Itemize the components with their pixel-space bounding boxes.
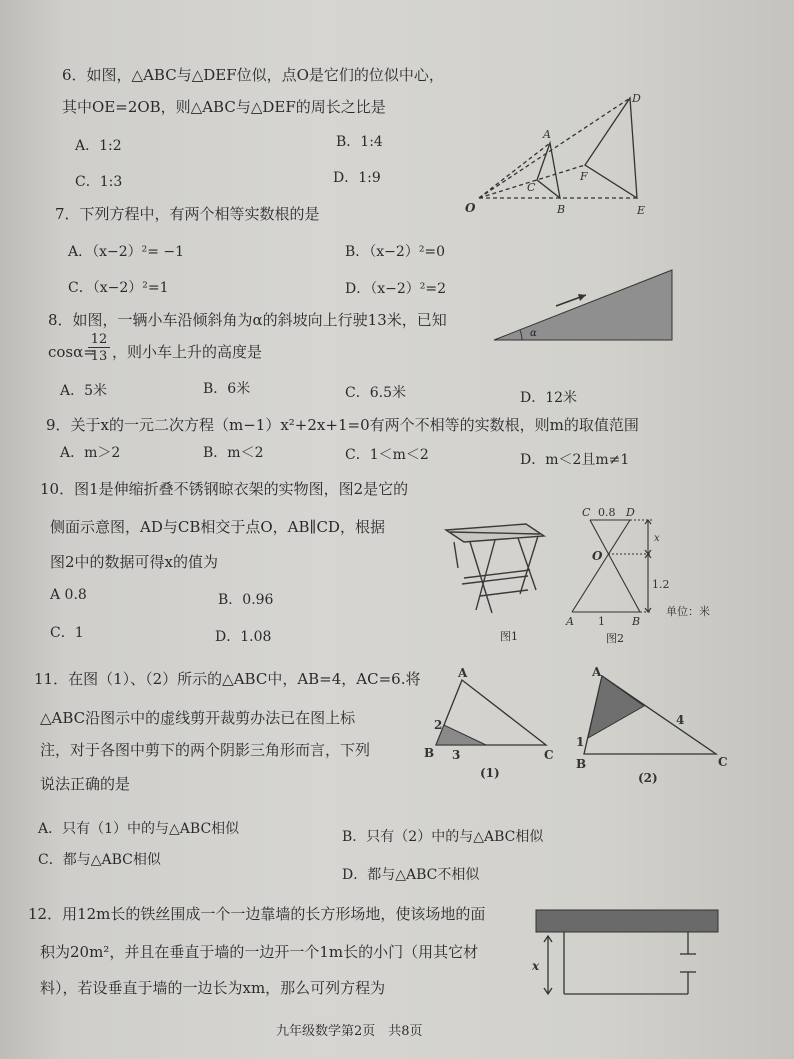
q6-stem-line1: 6．如图，△ABC与△DEF位似，点O是它们的位似中心， bbox=[62, 66, 444, 84]
q8-option-a: A．5米 bbox=[60, 383, 108, 399]
q11-fig1-caption: (1) bbox=[480, 766, 500, 780]
q10-stem-line2: 侧面示意图，AD与CB相交于点O，AB∥CD，根据 bbox=[50, 518, 385, 536]
q7-option-c: C．（x−2）²=1 bbox=[68, 280, 169, 296]
q10-figure2-caption: 图2 bbox=[606, 632, 624, 645]
q6-stem-line2: 其中OE=2OB，则△ABC与△DEF的周长之比是 bbox=[62, 98, 386, 116]
q7-stem: 7．下列方程中，有两个相等实数根的是 bbox=[55, 205, 320, 223]
q10-option-b: B．0.96 bbox=[218, 592, 274, 608]
q8-stem-line1: 8．如图，一辆小车沿倾斜角为α的斜坡向上行驶13米，已知 bbox=[48, 311, 447, 329]
q10-option-c: C．1 bbox=[50, 625, 84, 641]
q6-label-o: O bbox=[465, 201, 476, 215]
q8-cos-prefix: cosα= bbox=[48, 343, 96, 361]
q11-fig2-label-c: C bbox=[718, 755, 728, 769]
q10-label-b: B bbox=[632, 615, 641, 628]
q9-stem: 9．关于x的一元二次方程（m−1）x²+2x+1=0有两个不相等的实数根，则m的取值范围 bbox=[46, 416, 639, 434]
q7-option-d: D．（x−2）²=2 bbox=[345, 281, 447, 297]
q12-stem-line3: 料），若设垂直于墙的一边长为xm，那么可列方程为 bbox=[40, 979, 386, 997]
q6-label-e: E bbox=[637, 204, 646, 217]
q10-side-view-diagram bbox=[560, 500, 730, 628]
q12-x-label: x bbox=[532, 959, 540, 973]
q11-stem-line4: 说法正确的是 bbox=[40, 775, 131, 793]
q6-label-b: B bbox=[557, 203, 566, 216]
q8-option-b: B．6米 bbox=[203, 381, 251, 397]
q10-clothes-rack-photo bbox=[440, 518, 550, 624]
q11-figure2-triangle bbox=[572, 662, 732, 788]
q10-label-o: O bbox=[592, 549, 603, 563]
q6-label-a: A bbox=[543, 128, 551, 141]
q11-fig1-label-b: B bbox=[424, 746, 435, 760]
q9-option-b: B．m＜2 bbox=[203, 445, 264, 461]
q12-stem-line2: 积为20m²，并且在垂直于墙的一边开一个1m长的小门（用其它材 bbox=[40, 943, 479, 961]
q8-fraction-denominator: 13 bbox=[90, 349, 108, 364]
q10-label-top-length: 0.8 bbox=[598, 506, 616, 519]
q6-label-c: C bbox=[527, 181, 536, 194]
q6-option-a: A．1:2 bbox=[75, 138, 122, 154]
q8-fraction-numerator: 12 bbox=[88, 333, 110, 348]
q10-label-x: x bbox=[654, 533, 660, 544]
q10-label-height: 1.2 bbox=[652, 578, 670, 591]
q11-fig2-label-b: B bbox=[576, 757, 587, 771]
q11-fig1-label-c: C bbox=[544, 748, 554, 762]
q10-label-a: A bbox=[566, 615, 574, 628]
q10-stem-line3: 图2中的数据可得x的值为 bbox=[50, 553, 219, 571]
q6-option-b: B．1:4 bbox=[336, 134, 383, 150]
q8-alpha-label: α bbox=[530, 328, 537, 339]
q11-option-a: A．只有（1）中的与△ABC相似 bbox=[38, 821, 240, 837]
q7-option-b: B．（x−2）²=0 bbox=[345, 244, 446, 260]
q10-label-c: C bbox=[582, 506, 591, 519]
q8-slope-figure bbox=[490, 266, 680, 348]
q10-option-a: A 0.8 bbox=[50, 587, 87, 603]
page-footer: 九年级数学第2页 共8页 bbox=[276, 1024, 423, 1039]
q6-option-c: C．1:3 bbox=[75, 174, 123, 190]
q11-stem-line3: 注，对于各图中剪下的两个阴影三角形而言，下列 bbox=[40, 741, 371, 759]
q11-fig2-label-1: 1 bbox=[576, 735, 585, 749]
q8-option-d: D．12米 bbox=[520, 390, 578, 406]
q11-fig2-label-4: 4 bbox=[676, 713, 685, 727]
q8-stem-line2: ，则小车上升的高度是 bbox=[112, 343, 263, 361]
q6-label-f: F bbox=[580, 170, 588, 183]
q11-fig2-caption: (2) bbox=[638, 771, 658, 785]
q11-fig1-label-2: 2 bbox=[434, 718, 443, 732]
q8-option-c: C．6.5米 bbox=[345, 385, 406, 401]
q11-option-b: B．只有（2）中的与△ABC相似 bbox=[342, 829, 544, 845]
q10-label-bottom-length: 1 bbox=[598, 615, 605, 628]
q12-stem-line1: 12．用12m长的铁丝围成一个一边靠墙的长方形场地，使该场地的面 bbox=[28, 905, 486, 923]
q9-option-d: D．m＜2且m≠1 bbox=[520, 452, 630, 468]
q11-stem-line2: △ABC沿图示中的虚线剪开裁剪办法已在图上标 bbox=[40, 709, 356, 727]
q9-option-a: A．m＞2 bbox=[60, 445, 121, 461]
q9-option-c: C．1＜m＜2 bbox=[345, 447, 429, 463]
q11-fig2-label-a: A bbox=[592, 665, 602, 679]
q6-option-d: D．1:9 bbox=[333, 170, 381, 186]
q10-unit-label: 单位：米 bbox=[666, 605, 710, 618]
q10-label-d: D bbox=[626, 506, 635, 519]
q11-option-d: D．都与△ABC不相似 bbox=[342, 867, 480, 883]
q7-option-a: A．（x−2）²= −1 bbox=[68, 244, 185, 260]
q10-stem-line1: 10．图1是伸缩折叠不锈钢晾衣架的实物图，图2是它的 bbox=[40, 480, 409, 498]
q11-fig1-label-3: 3 bbox=[452, 748, 461, 762]
q6-label-d: D bbox=[632, 92, 641, 105]
q11-option-c: C．都与△ABC相似 bbox=[38, 852, 161, 868]
q12-fence-diagram bbox=[524, 906, 724, 1006]
q10-option-d: D．1.08 bbox=[215, 629, 272, 645]
q6-similar-triangles-figure bbox=[465, 88, 665, 223]
q11-stem-line1: 11．在图（1）、（2）所示的△ABC中，AB=4，AC=6.将 bbox=[34, 670, 421, 688]
q11-figure1-triangle bbox=[420, 665, 560, 783]
q11-fig1-label-a: A bbox=[458, 666, 468, 680]
q10-figure1-caption: 图1 bbox=[500, 630, 518, 643]
